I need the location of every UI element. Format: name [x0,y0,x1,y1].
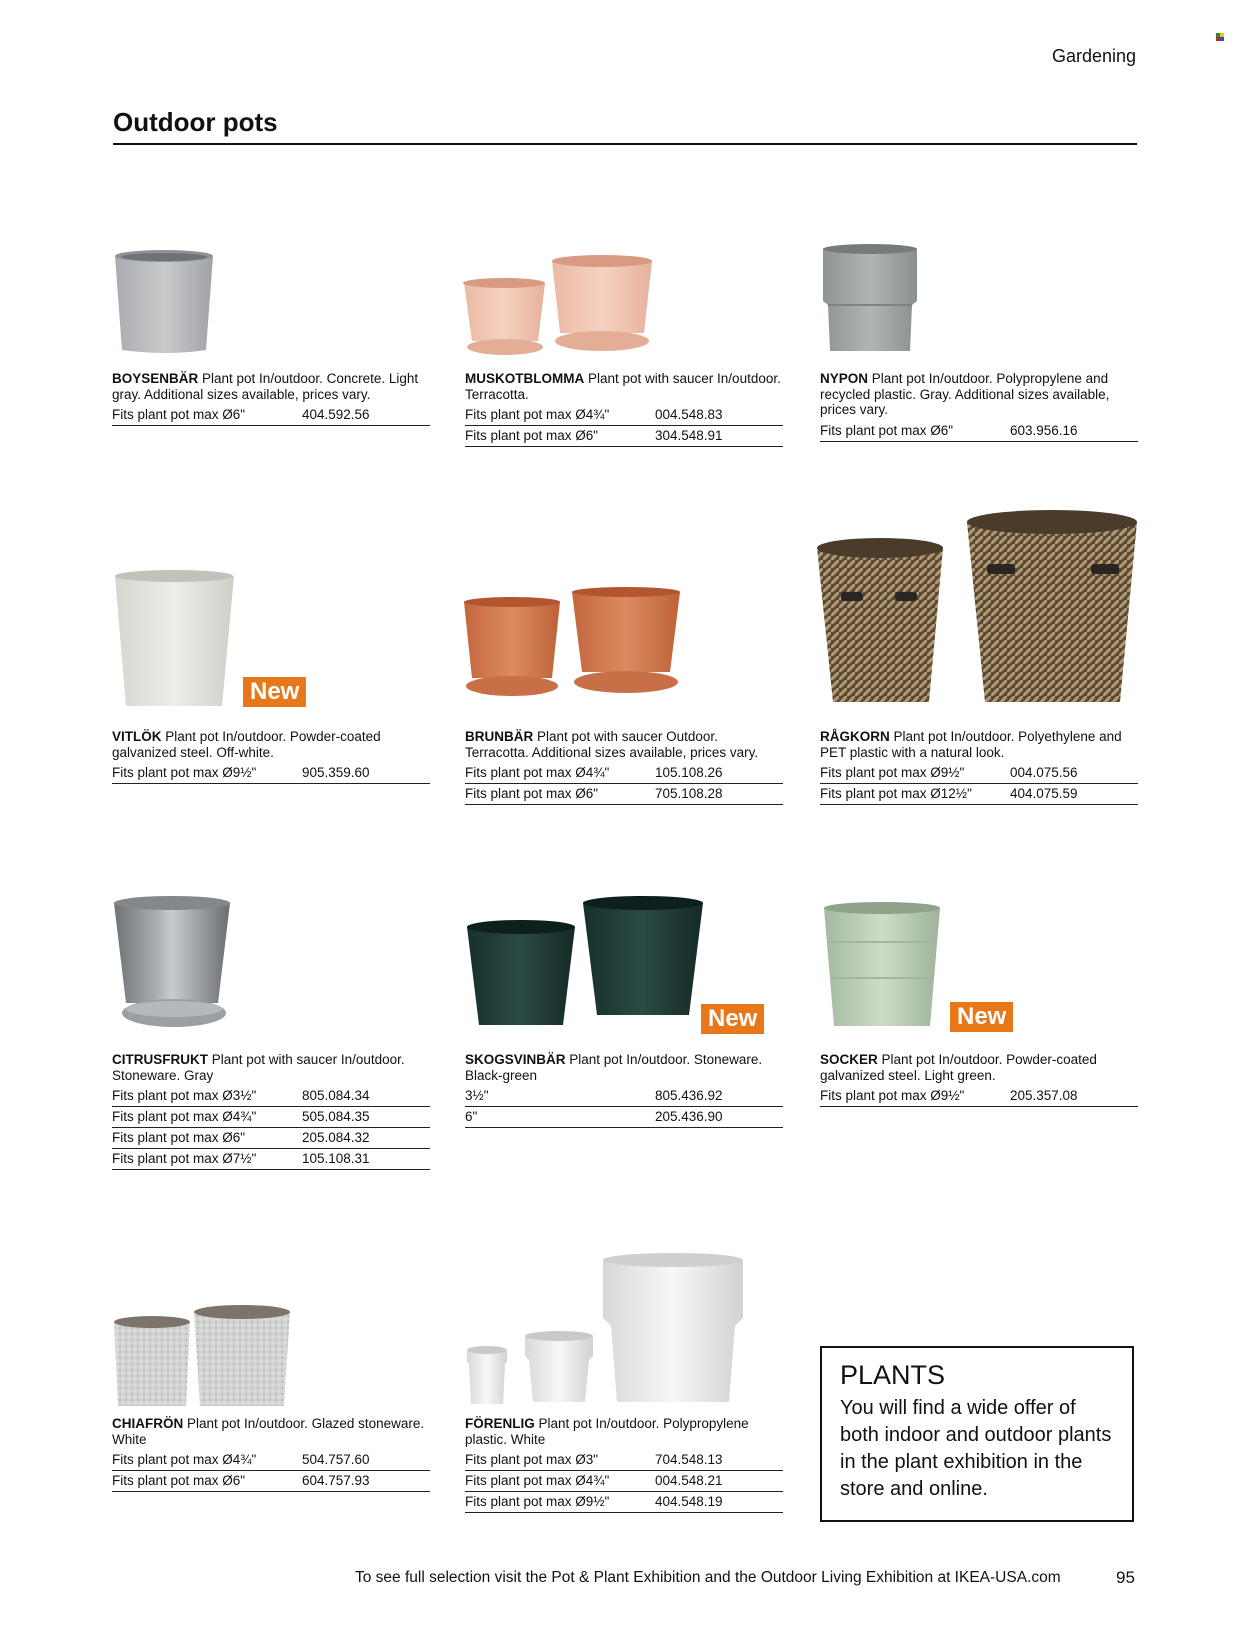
product-name: SKOGSVINBÄR [465,1052,566,1067]
article-number: 704.548.13 [655,1452,723,1468]
product-name: CHIAFRÖN [112,1416,184,1431]
article-number: 004.548.83 [655,407,723,423]
size-label: Fits plant pot max Ø6" [112,407,246,423]
size-row [465,763,783,784]
product-muskotblomma [465,371,783,447]
size-row [112,1107,430,1128]
product-description: Plant pot In/outdoor. Polypropylene plastic. White [465,1416,749,1447]
section-label: Gardening [1052,46,1137,66]
size-label: Fits plant pot max Ø3" [465,1452,599,1468]
product-description: Plant pot with saucer In/outdoor. Stoneware. Gray [112,1052,405,1083]
article-number: 404.548.19 [655,1494,723,1510]
product-socker [820,1052,1138,1107]
product-description: Plant pot with saucer Outdoor. Terracotta. Additional sizes available, prices vary. [465,729,759,760]
new-badge: New [243,677,306,707]
ragkorn-pot-image [815,512,1140,707]
forenlig-pot-image [465,1252,750,1410]
product-name: FÖRENLIG [465,1416,535,1431]
product-brunbar [465,729,783,805]
article-number: 205.084.32 [302,1130,370,1146]
product-description: Plant pot In/outdoor. Glazed stoneware. White [112,1416,425,1447]
product-description: Plant pot In/outdoor. Stoneware. Black-green [465,1052,763,1083]
nypon-pot-image [820,243,920,356]
new-badge: New [701,1004,764,1034]
size-label: Fits plant pot max Ø6" [820,422,954,438]
product-description: Plant pot with saucer In/outdoor. Terracotta. [465,371,781,402]
size-label: Fits plant pot max Ø6" [465,786,599,802]
size-label: Fits plant pot max Ø4¾" [465,765,610,781]
article-number: 105.108.31 [302,1151,370,1167]
size-row [112,1149,430,1170]
product-name: CITRUSFRUKT [112,1052,208,1067]
article-number: 004.075.56 [1010,765,1078,781]
product-name: BOYSENBÄR [112,371,199,386]
size-row [820,763,1138,784]
size-row [112,1471,430,1492]
socker-pot-image [822,902,942,1030]
article-number: 205.357.08 [1010,1088,1078,1104]
article-number: 504.757.60 [302,1452,370,1468]
product-name: MUSKOTBLOMMA [465,371,585,386]
product-description: Plant pot In/outdoor. Concrete. Light gray. Additional sizes available, prices vary. [112,371,419,402]
article-number: 205.436.90 [655,1109,723,1125]
article-number: 004.548.21 [655,1473,723,1489]
size-label: Fits plant pot max Ø6" [465,428,599,444]
size-row [465,784,783,805]
product-vitlok [112,729,430,784]
size-row [112,1086,430,1107]
vitlok-pot-image [112,570,237,710]
product-description: Plant pot In/outdoor. Powder-coated galvanized steel. Light green. [820,1052,1097,1083]
page-number: 95 [1116,1568,1135,1587]
article-number: 604.757.93 [302,1473,370,1489]
product-description: Plant pot In/outdoor. Polyethylene and PET plastic with a natural look. [820,729,1122,760]
article-number: 105.108.26 [655,765,723,781]
article-number: 905.359.60 [302,765,370,781]
article-number: 805.436.92 [655,1088,723,1104]
size-row [465,1471,783,1492]
product-name: NYPON [820,371,869,386]
skogsvinbar-pot-image [465,897,705,1027]
size-label: Fits plant pot max Ø4¾" [112,1452,257,1468]
size-label: 6" [465,1109,478,1125]
product-ragkorn [820,729,1138,805]
article-number: 304.548.91 [655,428,723,444]
page-title: Outdoor pots [113,107,278,137]
size-label: Fits plant pot max Ø4¾" [465,1473,610,1489]
plants-heading: PLANTS [840,1360,946,1390]
size-label: Fits plant pot max Ø9½" [820,1088,965,1104]
size-row [465,1450,783,1471]
color-mark-icon [1216,33,1224,41]
size-row [112,1128,430,1149]
article-number: 705.108.28 [655,786,723,802]
size-row [465,1086,783,1107]
size-label: Fits plant pot max Ø9½" [820,765,965,781]
article-number: 404.592.56 [302,407,370,423]
product-name: RÅGKORN [820,729,890,744]
size-row [112,763,430,784]
product-nypon [820,371,1138,442]
chiafron-pot-image [112,1308,292,1410]
size-row [112,1450,430,1471]
new-badge: New [950,1002,1013,1032]
article-number: 603.956.16 [1010,422,1078,438]
product-name: BRUNBÄR [465,729,534,744]
size-label: Fits plant pot max Ø3½" [112,1088,257,1104]
size-label: Fits plant pot max Ø6" [112,1130,246,1146]
size-row [465,405,783,426]
product-skogsvinbar [465,1052,783,1128]
boysenbar-pot-image [110,248,220,358]
size-row [112,405,430,426]
product-description: Plant pot In/outdoor. Powder-coated galvanized steel. Off-white. [112,729,381,760]
size-row [465,426,783,447]
article-number: 505.084.35 [302,1109,370,1125]
size-label: Fits plant pot max Ø4¾" [112,1109,257,1125]
size-label: Fits plant pot max Ø9½" [112,765,257,781]
size-row [820,421,1138,442]
size-label: Fits plant pot max Ø9½" [465,1494,610,1510]
size-row [465,1107,783,1128]
product-citrusfrukt [112,1052,430,1170]
article-number: 404.075.59 [1010,786,1078,802]
size-label: Fits plant pot max Ø6" [112,1473,246,1489]
footer-text: To see full selection visit the Pot & Plant Exhibition and the Outdoor Living Exhibition at IKEA-USA.com [355,1569,1061,1586]
muskotblomma-pot-image [462,255,652,360]
size-row [820,1086,1138,1107]
title-rule [113,143,1137,145]
size-row [820,784,1138,805]
product-boysenbar [112,371,430,426]
plants-info-box [820,1346,1134,1522]
size-label: Fits plant pot max Ø4¾" [465,407,610,423]
product-description: Plant pot In/outdoor. Polypropylene and recycled plastic. Gray. Additional sizes available, prices vary. [820,371,1110,417]
article-number: 805.084.34 [302,1088,370,1104]
brunbar-pot-image [462,588,682,705]
size-label: Fits plant pot max Ø12½" [820,786,972,802]
product-name: VITLÖK [112,729,162,744]
size-label: Fits plant pot max Ø7½" [112,1151,257,1167]
product-forenlig [465,1416,783,1513]
product-chiafron [112,1416,430,1492]
product-name: SOCKER [820,1052,878,1067]
plants-text: You will find a wide offer of both indoor and outdoor plants in the plant exhibition in the store and online. [840,1397,1112,1500]
citrusfrukt-pot-image [112,895,232,1030]
size-label: 3½" [465,1088,489,1104]
size-row [465,1492,783,1513]
